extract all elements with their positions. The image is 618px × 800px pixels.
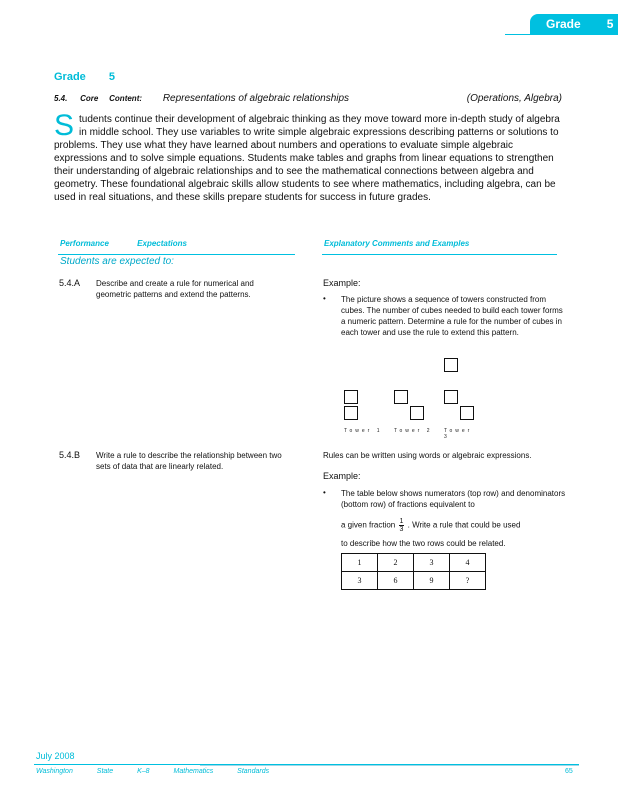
example-text: The table below shows numerators (top row) and denominators (bottom row) of fractions equivalent to — [341, 489, 566, 509]
fraction-pre-text: a given fraction — [341, 520, 396, 530]
table-cell: 1 — [342, 554, 378, 572]
fraction-denominator: 3 — [399, 526, 404, 533]
example-text: The picture shows a sequence of towers constructed from cubes. The number of cubes needed to build each tower forms a numeric pattern. Determine a rule for the number of cubes in each tower and use the rule to extend this pattern. — [341, 295, 563, 337]
table-cell: 3 — [342, 572, 378, 590]
table-cell: ? — [450, 572, 486, 590]
footer-subject: Mathematics — [173, 768, 214, 775]
expectation-statement: Write a rule to describe the relationship between two sets of data that are linearly related. — [96, 451, 282, 471]
table-cell: 4 — [450, 554, 486, 572]
core-content-line — [54, 93, 562, 104]
expectation-code: 5.4.A — [59, 278, 81, 288]
grade-tab-label: Grade — [546, 17, 581, 31]
tower-label: Tower 3 — [444, 428, 473, 440]
bullet-marker: • — [323, 294, 326, 303]
table-cell: 2 — [378, 554, 414, 572]
tower-label: Tower 1 — [344, 428, 383, 434]
content-label: Content: — [109, 94, 143, 103]
explanatory-comment: Rules can be written using words or algebraic expressions. — [323, 451, 532, 460]
intro-text: tudents continue their development of algebraic thinking as they move toward more in-depth study of algebra in middle school. They use variables to write simple algebraic expressions describing patterns or solutions to problems. They use what they have learned about numbers and operations to evaluate simple algebraic expressions and to solve simple equations. Students make tables and graphs from linear equations to strengthen their understanding of algebraic relationships and to see the mathematical connections between algebra and geometry. These foundational algebraic skills allow students to see where mathematics, including algebra, can be used in real situations, and these skills prepare students for success in future grades. — [54, 114, 560, 203]
example-text-fraction-line — [341, 518, 567, 533]
section-grade-number: 5 — [108, 71, 115, 83]
fraction-numerator: 1 — [399, 518, 404, 525]
cube — [444, 390, 458, 404]
cube — [410, 406, 424, 420]
cube — [460, 406, 474, 420]
table-row — [342, 572, 486, 590]
expectations-label: Expectations — [137, 239, 187, 248]
footer-grades: K–8 — [137, 768, 150, 775]
bullet-marker: • — [323, 488, 326, 497]
header-rule — [505, 34, 618, 35]
cube — [344, 390, 358, 404]
section-grade-label: Grade — [54, 71, 86, 83]
table-cell: 6 — [378, 572, 414, 590]
footer-doc: Standards — [237, 768, 270, 775]
fraction-one-third — [399, 518, 405, 533]
fraction-table — [341, 553, 486, 590]
intro-paragraph — [54, 109, 564, 204]
tower-label: Tower 2 — [394, 428, 433, 434]
cube — [444, 358, 458, 372]
section-grade-heading — [54, 71, 115, 83]
example-text-continued: to describe how the two rows could be related. — [341, 539, 506, 548]
core-topic: Representations of algebraic relationships — [162, 93, 350, 104]
explanatory-header-rule — [322, 254, 557, 255]
fraction-post-text: . Write a rule that could be used — [407, 520, 521, 530]
footer-state: Washington — [36, 768, 73, 775]
table-cell: 3 — [414, 554, 450, 572]
footer-state2: State — [96, 768, 114, 775]
table-row — [342, 554, 486, 572]
page-number: 65 — [565, 768, 573, 775]
drop-cap: S — [54, 109, 75, 142]
cube — [344, 406, 358, 420]
grade-tab — [530, 14, 618, 34]
example-label: Example: — [323, 278, 361, 288]
expectation-statement: Describe and create a rule for numerical and geometric patterns and extend the patterns. — [96, 279, 254, 299]
footer-date: July 2008 — [36, 751, 75, 761]
footer-document-title — [36, 768, 291, 775]
expectation-code: 5.4.B — [59, 450, 81, 460]
footer-rule-secondary — [200, 765, 579, 766]
core-strand: (Operations, Algebra) — [466, 93, 562, 104]
grade-tab-number: 5 — [606, 17, 614, 31]
performance-label: Performance — [60, 239, 109, 248]
performance-header-rule — [58, 254, 295, 255]
cube-towers-figure — [340, 354, 480, 438]
students-expected-label: Students are expected to: — [60, 256, 174, 267]
example-label: Example: — [323, 471, 361, 481]
explanatory-header: Explanatory Comments and Examples — [324, 239, 470, 248]
cube — [394, 390, 408, 404]
core-label: Core — [80, 94, 99, 103]
table-cell: 9 — [414, 572, 450, 590]
section-code: 5.4. — [54, 94, 68, 103]
performance-expectations-header — [60, 239, 187, 248]
